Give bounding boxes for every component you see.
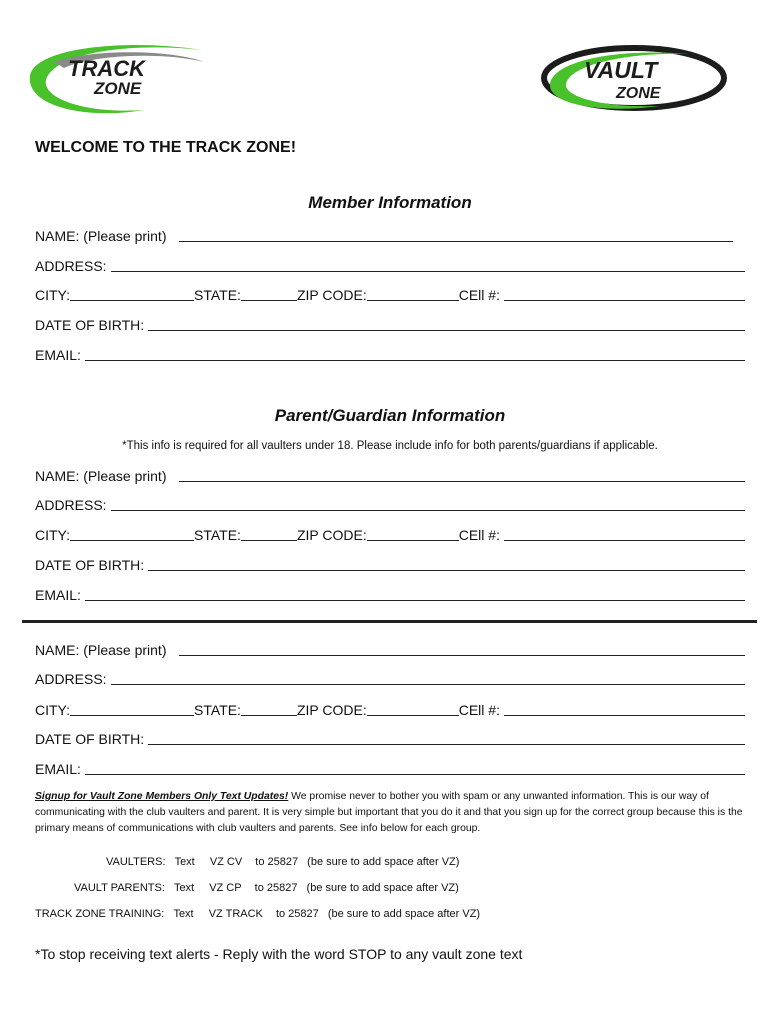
guardian-address-field[interactable] — [35, 495, 745, 513]
vault-zone-logo — [540, 42, 730, 114]
guardian2-city-line[interactable] — [70, 715, 194, 716]
group-note: (be sure to add space after VZ) — [327, 908, 481, 920]
guardian-city-row[interactable] — [35, 525, 745, 543]
group-note: (be sure to add space after VZ) — [307, 856, 460, 868]
stop-instructions: *To stop receiving text alerts - Reply with the word STOP to any vault zone text — [35, 946, 523, 962]
member-address-field[interactable] — [35, 256, 745, 274]
guardian-state-line[interactable] — [241, 540, 297, 541]
member-name-field[interactable] — [35, 226, 745, 244]
member-city-label: CITY: — [35, 287, 71, 303]
guardian2-email-field[interactable] — [35, 759, 745, 777]
guardian-zip-label: ZIP CODE: — [296, 527, 367, 543]
group-code: VZ TRACK — [208, 908, 263, 920]
group-code: VZ CP — [209, 882, 242, 894]
guardian-dob-label: DATE OF BIRTH: — [35, 557, 145, 573]
svg-text:ZONE: ZONE — [94, 79, 142, 98]
group-number: to 25827 — [275, 908, 319, 920]
guardian-name-line[interactable] — [179, 481, 745, 482]
group-text: Text — [173, 908, 194, 920]
guardian2-state-line[interactable] — [241, 715, 297, 716]
group-text: Text — [174, 856, 195, 868]
guardian2-name-label: NAME: (Please print) — [35, 642, 167, 658]
guardian2-city-label: CITY: — [35, 702, 71, 718]
member-email-field[interactable] — [35, 345, 745, 363]
member-address-label: ADDRESS: — [35, 258, 107, 274]
guardian-note: *This info is required for all vaulters under 18. Please include info for both parents/guardians if applicable. — [122, 440, 658, 452]
guardian2-email-line[interactable] — [85, 774, 745, 775]
member-state-label: STATE: — [194, 287, 241, 303]
group-number: to 25827 — [254, 882, 298, 894]
guardian-zip-line[interactable] — [367, 540, 459, 541]
group-label: VAULT PARENTS: — [74, 882, 165, 894]
member-dob-label: DATE OF BIRTH: — [35, 317, 145, 333]
guardian-cell-label: CEll #: — [458, 527, 500, 543]
member-state-line[interactable] — [241, 300, 297, 301]
group-row-track-zone-training — [35, 908, 480, 920]
signup-body: We promise never to bother you with spam or any unwanted information. This is our way of communicating with the club vaulters and parent. It is very simple but important that you do it and that you sign up for the correct group because this is the primary means of communications with club vaulters and parents. See info below for each group. — [35, 791, 743, 834]
guardian-cell-line[interactable] — [504, 540, 745, 541]
guardian2-zip-line[interactable] — [367, 715, 459, 716]
group-text: Text — [173, 882, 195, 894]
svg-text:VAULT: VAULT — [584, 57, 658, 83]
guardian-dob-field[interactable] — [35, 555, 745, 573]
guardian2-address-label: ADDRESS: — [35, 671, 107, 687]
guardian-state-label: STATE: — [194, 527, 241, 543]
member-zip-line[interactable] — [367, 300, 459, 301]
member-name-label: NAME: (Please print) — [35, 228, 167, 244]
guardian-dob-line[interactable] — [148, 570, 745, 571]
guardian-email-line[interactable] — [85, 600, 745, 601]
guardian-section-title: Parent/Guardian Information — [274, 406, 506, 425]
member-name-line[interactable] — [179, 241, 733, 242]
member-email-label: EMAIL: — [35, 347, 81, 363]
guardian2-name-line[interactable] — [179, 655, 745, 656]
guardian-city-line[interactable] — [70, 540, 194, 541]
guardian2-name-field[interactable] — [35, 640, 745, 658]
signup-paragraph — [35, 789, 747, 837]
guardian-address-label: ADDRESS: — [35, 497, 107, 513]
guardian2-cell-label: CEll #: — [458, 702, 500, 718]
member-zip-label: ZIP CODE: — [296, 287, 367, 303]
member-cell-line[interactable] — [504, 300, 745, 301]
guardian-name-label: NAME: (Please print) — [35, 468, 167, 484]
member-cell-label: CEll #: — [458, 287, 500, 303]
member-dob-line[interactable] — [148, 330, 745, 331]
guardian2-dob-field[interactable] — [35, 729, 745, 747]
welcome-heading: WELCOME TO THE TRACK ZONE! — [35, 139, 297, 156]
group-note: (be sure to add space after VZ) — [306, 882, 459, 894]
guardian-city-label: CITY: — [35, 527, 71, 543]
guardian-email-label: EMAIL: — [35, 587, 81, 603]
guardian2-email-label: EMAIL: — [35, 761, 81, 777]
guardian2-cell-line[interactable] — [504, 715, 745, 716]
member-city-line[interactable] — [70, 300, 194, 301]
guardian2-dob-label: DATE OF BIRTH: — [35, 731, 145, 747]
guardian2-zip-label: ZIP CODE: — [296, 702, 367, 718]
group-row-vaulters — [106, 856, 459, 868]
svg-text:TRACK: TRACK — [68, 56, 145, 81]
member-dob-field[interactable] — [35, 315, 745, 333]
guardian2-dob-line[interactable] — [148, 744, 745, 745]
member-email-line[interactable] — [85, 360, 745, 361]
member-city-row[interactable] — [35, 285, 745, 303]
svg-text:ZONE: ZONE — [616, 85, 661, 102]
group-number: to 25827 — [255, 856, 299, 868]
group-label: VAULTERS: — [106, 856, 166, 868]
group-code: VZ CV — [209, 856, 243, 868]
group-row-vault-parents — [74, 882, 459, 894]
guardian2-city-row[interactable] — [35, 700, 745, 718]
track-zone-logo — [24, 36, 208, 122]
guardian-email-field[interactable] — [35, 585, 745, 603]
section-divider — [22, 620, 757, 623]
member-section-title: Member Information — [308, 193, 472, 212]
guardian2-address-field[interactable] — [35, 669, 745, 687]
guardian2-address-line[interactable] — [111, 684, 745, 685]
guardian2-state-label: STATE: — [194, 702, 241, 718]
guardian-address-line[interactable] — [111, 510, 745, 511]
group-label: TRACK ZONE TRAINING: — [35, 908, 165, 920]
member-address-line[interactable] — [111, 271, 745, 272]
signup-heading: Signup for Vault Zone Members Only Text Updates! — [35, 791, 289, 802]
guardian-name-field[interactable] — [35, 466, 745, 484]
